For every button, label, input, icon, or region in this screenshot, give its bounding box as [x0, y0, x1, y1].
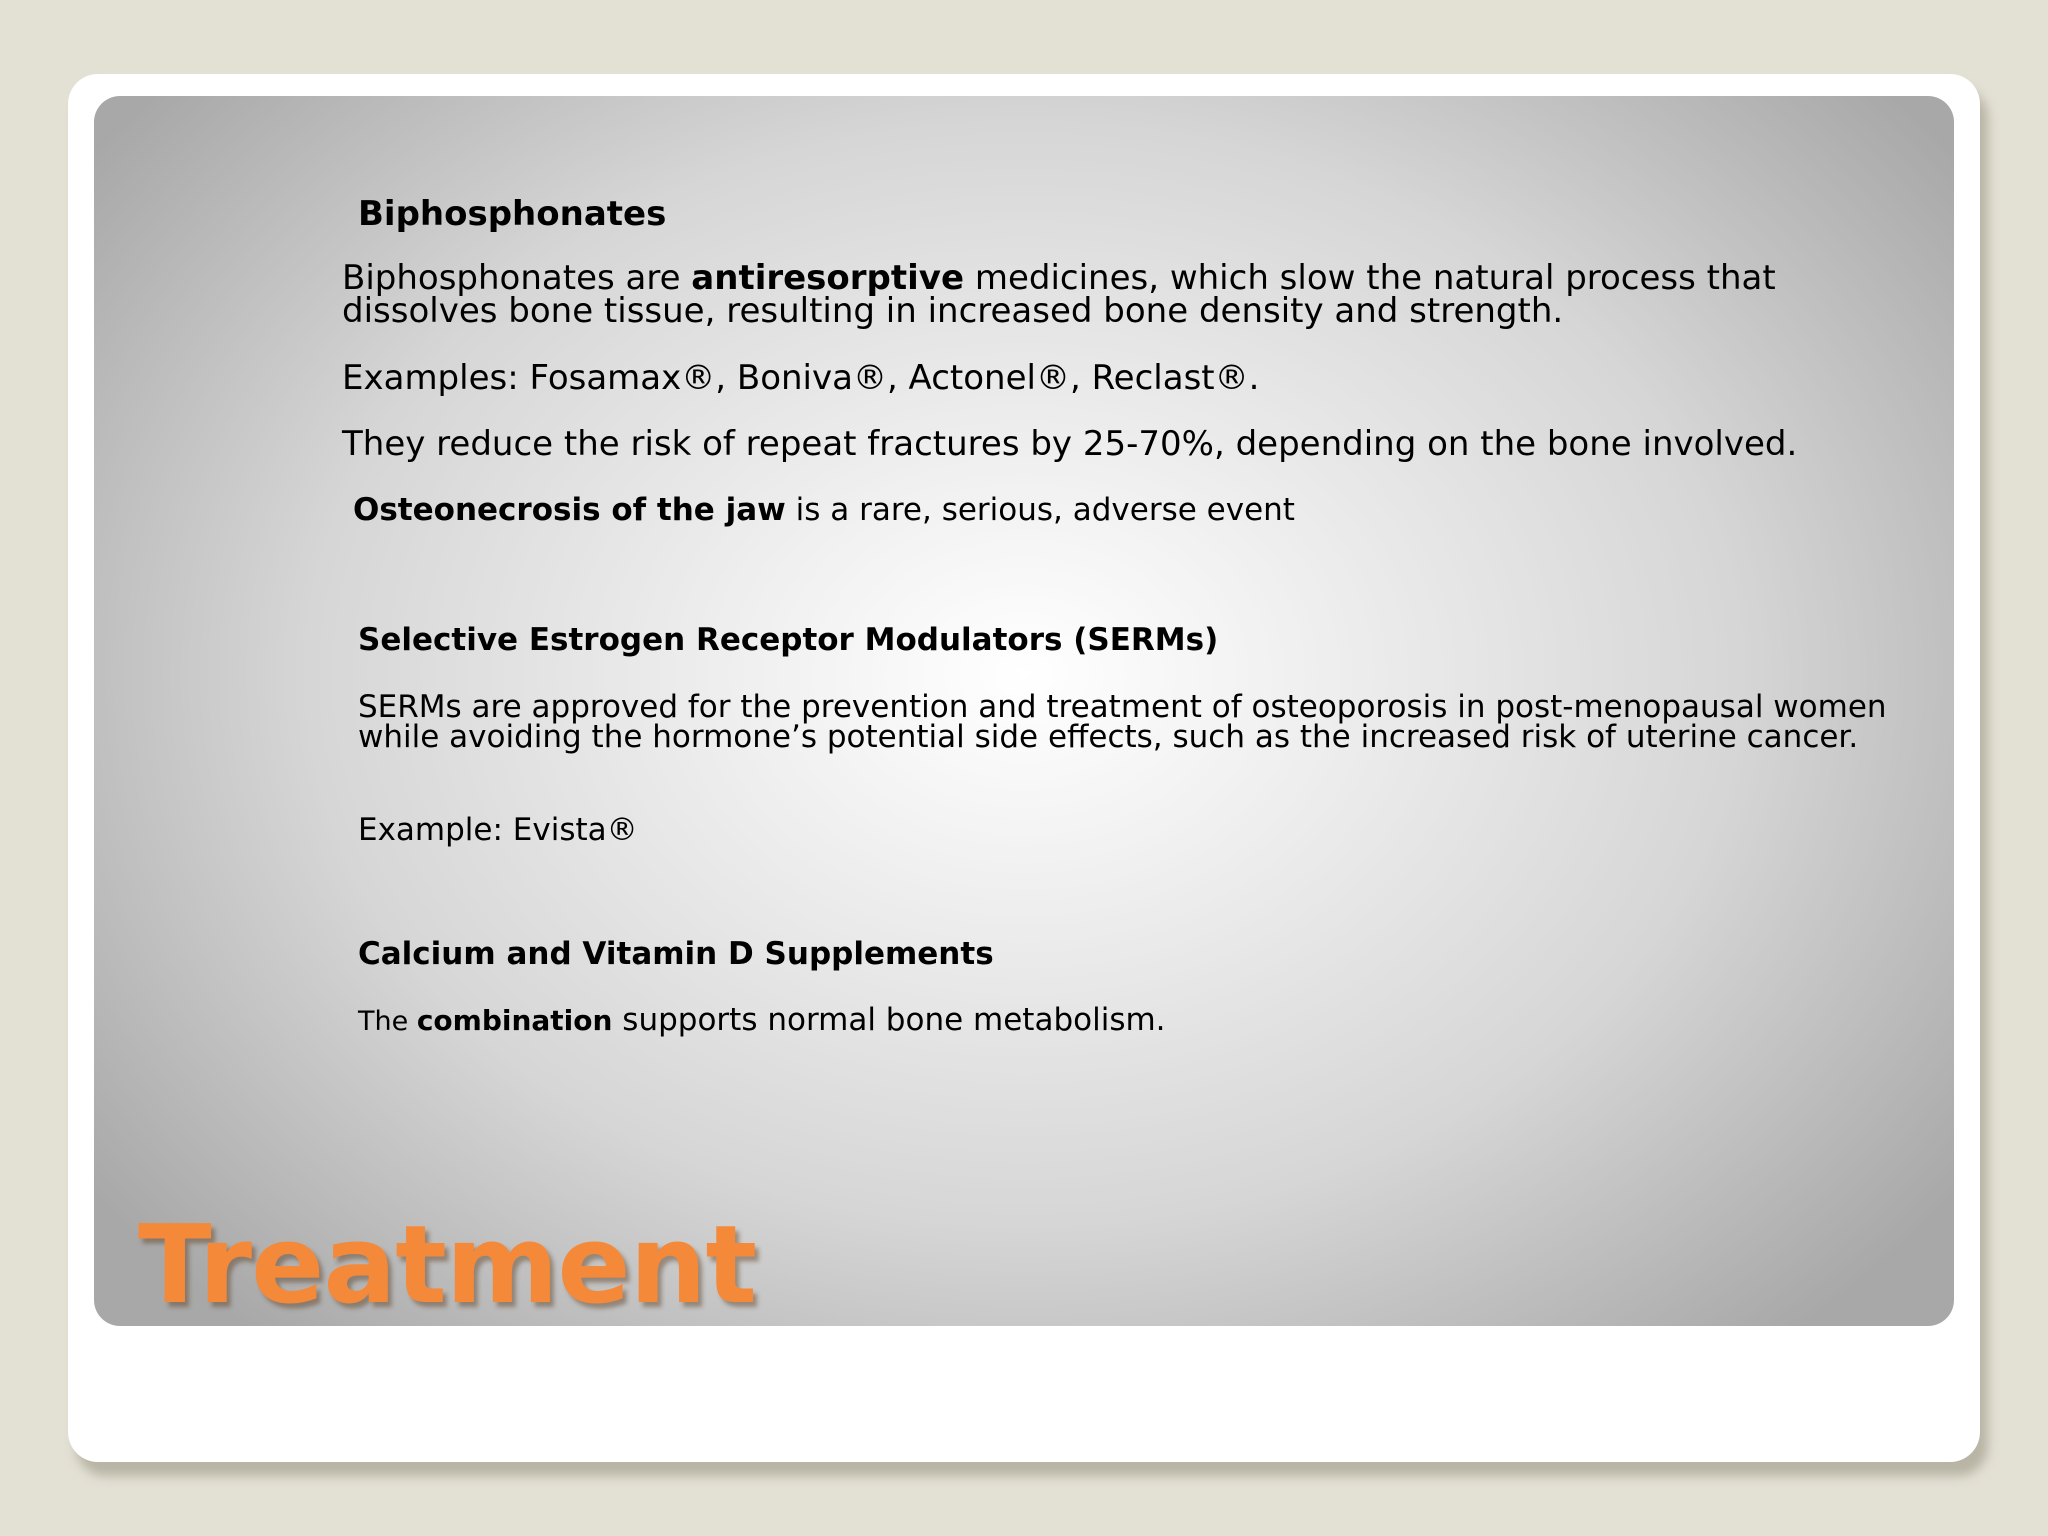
osteonecrosis-note-rest: is a rare, serious, adverse event: [785, 492, 1295, 528]
serms-example: Example: Evista®: [358, 812, 638, 848]
content-panel: [94, 96, 1954, 1326]
biphosphonates-description-end: medicines, which slow the natural process that dissolves bone tissue, resulting in increased bone density and strength.: [342, 258, 1776, 331]
osteonecrosis-note: [353, 492, 1295, 528]
biphosphonates-heading: Biphosphonates: [358, 194, 667, 234]
calcium-vitamin-d-heading: Calcium and Vitamin D Supplements: [358, 936, 994, 972]
biphosphonates-examples: Examples: Fosamax®, Boniva®, Actonel®, Reclast®.: [342, 358, 1260, 398]
biphosphonates-description: [342, 258, 1882, 331]
calcium-vitamin-d-text: [358, 1002, 1166, 1040]
antiresorptive-term: antiresorptive: [691, 258, 965, 298]
calcium-text-end: supports normal bone metabolism.: [612, 1002, 1166, 1038]
serms-description: SERMs are approved for the prevention and treatment of osteoporosis in post-menopausal women while avoiding the hormone’s potential side effects, such as the increased risk of uterine cancer.: [358, 689, 1887, 755]
biphosphonates-description-start: Biphosphonates are: [342, 258, 692, 298]
fracture-risk-text: They reduce the risk of repeat fractures by 25-70%, depending on the bone involved.: [342, 424, 1798, 464]
calcium-text-start: The: [358, 1006, 417, 1037]
serms-heading: Selective Estrogen Receptor Modulators (SERMs): [358, 622, 1219, 658]
combination-term: combination: [416, 1004, 613, 1037]
osteonecrosis-term: Osteonecrosis of the jaw: [353, 492, 786, 528]
slide-title: Treatment: [138, 1203, 757, 1328]
